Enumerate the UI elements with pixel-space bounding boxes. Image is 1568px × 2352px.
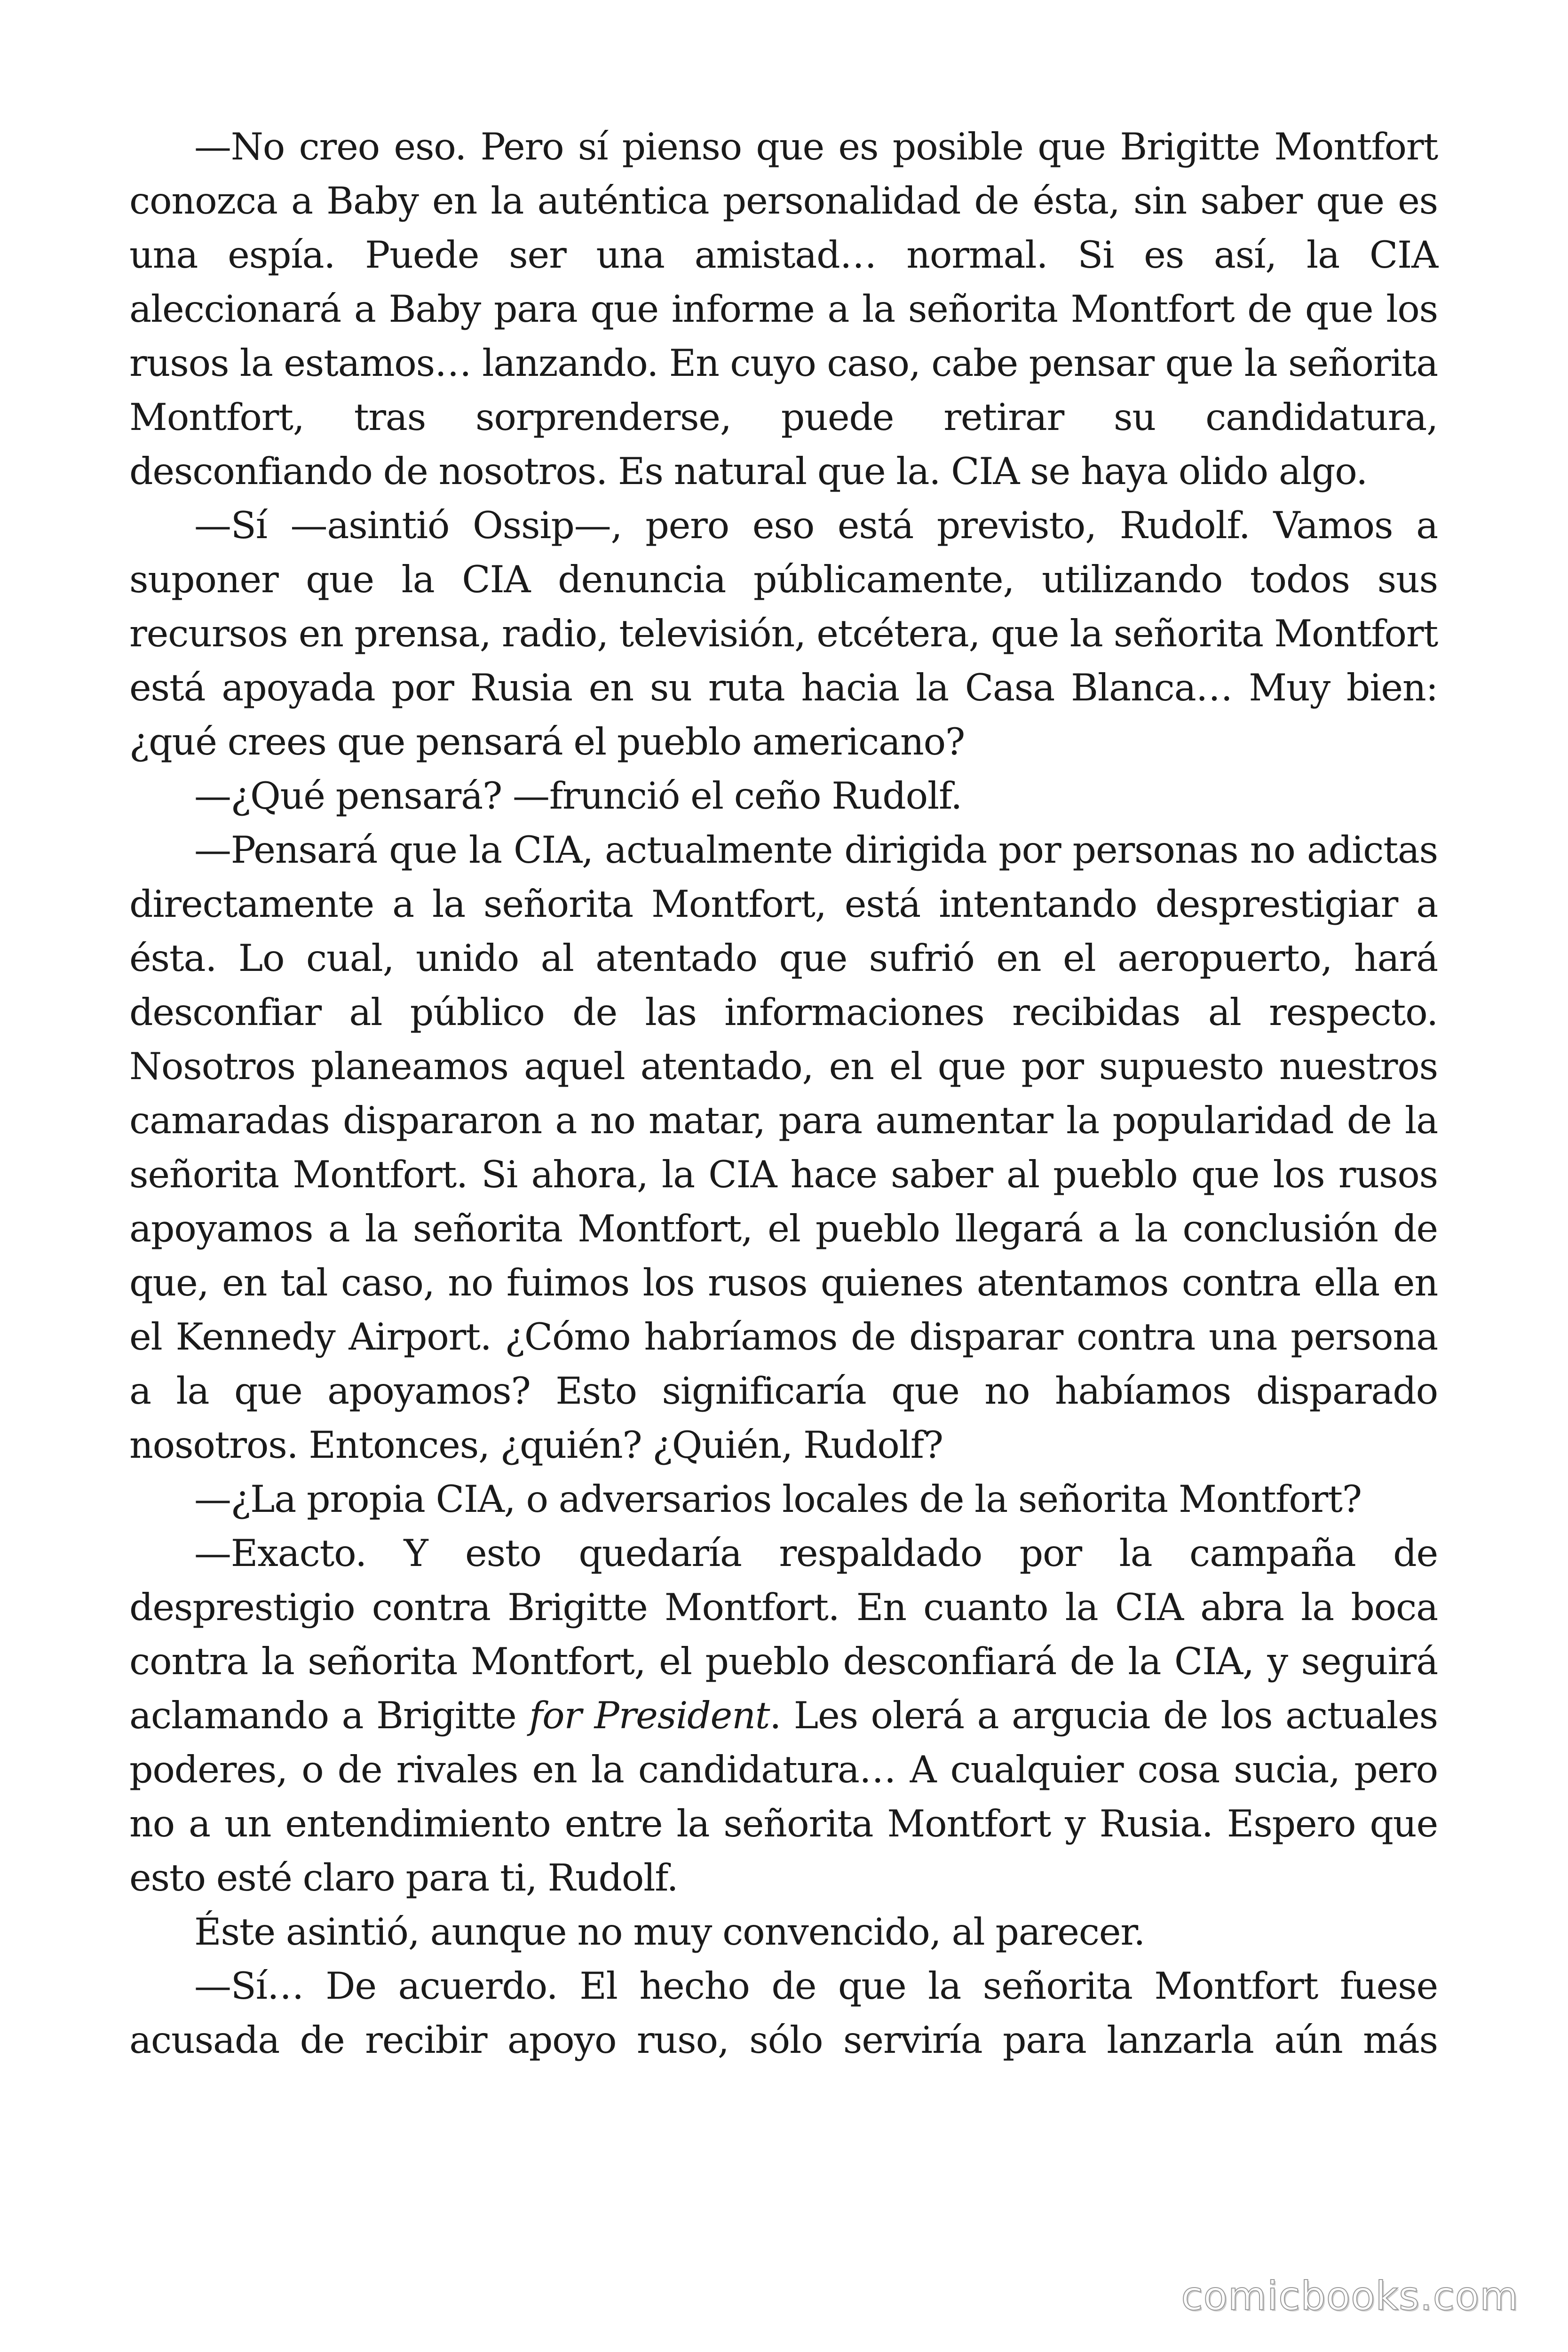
- paragraph-text: . Les olerá a argucia de los actuales poderes, o de rivales en la candidatura… A cualquier cosa sucia, pero no a un entendimiento entre la señorita Montfort y Rusia. Espero que esto esté claro para ti, Rudolf.: [129, 1694, 1438, 1899]
- paragraph: —¿Qué pensará? —frunció el ceño Rudolf.: [194, 774, 962, 818]
- paragraph: —No creo eso. Pero sí pienso que es posible que Brigitte Montfort conozca a Baby en la auténtica personalidad de ésta, sin saber que es una espía. Puede ser una amistad… normal. Si es así, la CIA aleccionará a Baby para que informe a la señorita Montfort de que los rusos la estamos… lanzando. En cuyo caso, cabe pensar que la señorita Montfort, tras sorprenderse, puede retirar su candidatura, desconfiando de nosotros. Es natural que la. CIA se haya olido algo.: [129, 125, 1438, 493]
- italic-phrase: for President: [529, 1694, 770, 1737]
- watermark-text: comicbooks.com: [1181, 2273, 1519, 2319]
- paragraph-text: —Exacto. Y esto quedaría respaldado por la campaña de desprestigio contra Brigitte Montfort. En cuanto la CIA abra la boca contra la señorita Montfort, el pueblo desconfiará de la CIA, y seguirá aclamando a Brigitte: [129, 1532, 1438, 1737]
- paragraph: —¿La propia CIA, o adversarios locales de la señorita Montfort?: [194, 1478, 1362, 1521]
- paragraph: [129, 1526, 1438, 1905]
- paragraph: —Pensará que la CIA, actualmente dirigida por personas no adictas directamente a la señorita Montfort, está intentando desprestigiar a ésta. Lo cual, unido al atentado que sufrió en el aeropuerto, hará desconfiar al público de las informaciones recibidas al respecto. Nosotros planeamos aquel atentado, en el que por supuesto nuestros camaradas dispararon a no matar, para aumentar la popularidad de la señorita Montfort. Si ahora, la CIA hace saber al pueblo que los rusos apoyamos a la señorita Montfort, el pueblo llegará a la conclusión de que, en tal caso, no fuimos los rusos quienes atentamos contra ella en el Kennedy Airport. ¿Cómo habríamos de disparar contra una persona a la que apoyamos? Esto significaría que no habíamos disparado nosotros. Entonces, ¿quién? ¿Quién, Rudolf?: [129, 828, 1438, 1467]
- paragraph: —Sí —asintió Ossip—, pero eso está previsto, Rudolf. Vamos a suponer que la CIA denuncia públicamente, utilizando todos sus recursos en prensa, radio, televisión, etcétera, que la señorita Montfort está apoyada por Rusia en su ruta hacia la Casa Blanca… Muy bien: ¿qué crees que pensará el pueblo americano?: [129, 504, 1438, 763]
- paragraph: Éste asintió, aunque no muy convencido, al parecer.: [194, 1910, 1145, 1954]
- page-text: [129, 120, 1438, 2067]
- paragraph: —Sí… De acuerdo. El hecho de que la señorita Montfort fuese acusada de recibir apoyo ruso, sólo serviría para lanzarla aún más: [129, 1964, 1438, 2062]
